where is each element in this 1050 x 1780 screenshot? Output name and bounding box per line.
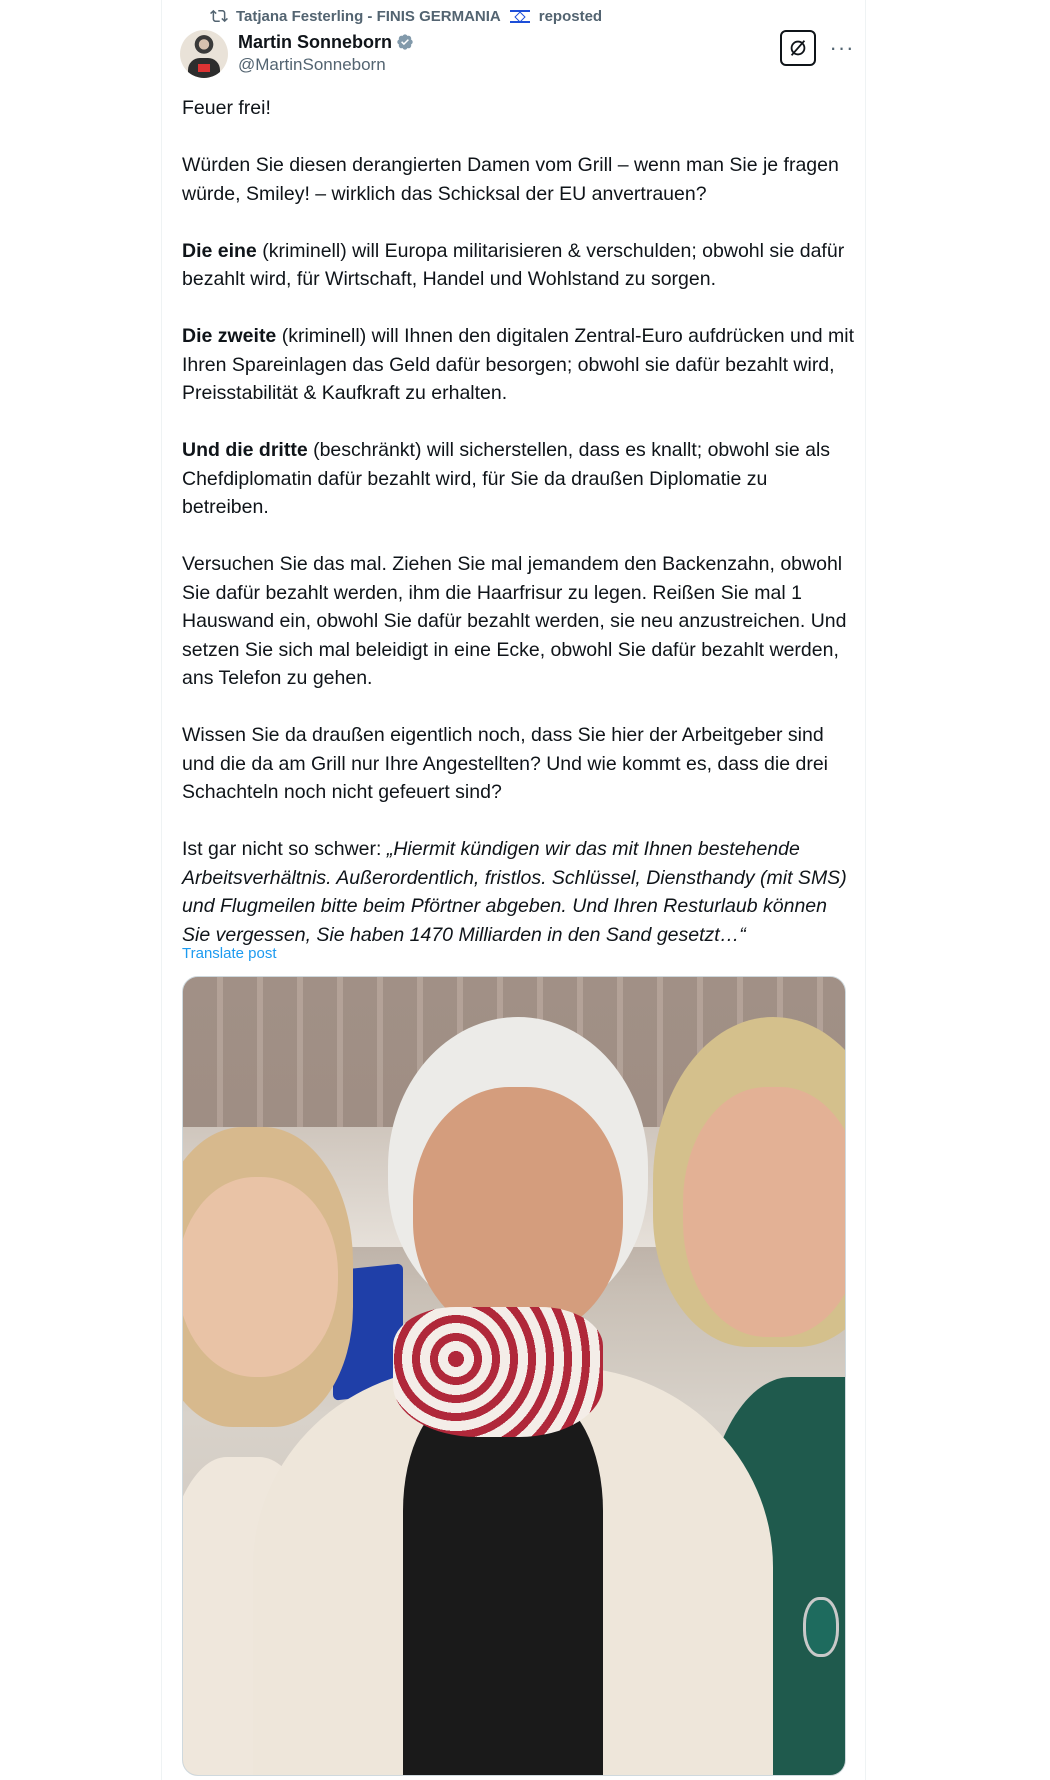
tweet-photo[interactable] — [182, 976, 846, 1776]
verified-badge-icon — [396, 33, 414, 51]
more-icon: ··· — [829, 35, 855, 60]
bold-phrase: Die eine — [182, 239, 257, 262]
paragraph-text: (beschränkt) will sicherstellen, dass es knallt; obwohl sie als Chefdiplomatin dafür bezahlt wird, für Sie da draußen Diplomatie zu betreiben. — [182, 439, 831, 518]
grok-icon — [787, 37, 809, 59]
tweet-paragraph-1: Feuer frei! — [182, 97, 271, 119]
tweet-paragraph-3 — [182, 237, 854, 294]
italic-quote: „Hiermit kündigen wir das mit Ihnen bestehende Arbeitsverhältnis. Außerordentlich, fristlos. Schlüssel, Diensthandy (mit SMS) und Flugmeilen bitte beim Pförtner abgeben. Und Ihren Resturlaub können Sie vergessen, Sie haben 1470 Milliarden in den Sand gesetzt…“ — [182, 838, 847, 946]
repost-indicator[interactable] — [210, 6, 602, 26]
translate-post-link[interactable]: Translate post — [182, 945, 277, 962]
person-middle-top — [403, 1397, 603, 1776]
paragraph-text: Ist gar nicht so schwer: — [182, 838, 387, 860]
tweet-paragraph-5 — [182, 436, 854, 522]
paragraph-text: (kriminell) will Europa militarisieren & verschulden; obwohl sie dafür bezahlt wird, für Wirtschaft, Handel und Wohlstand zu sorgen. — [182, 239, 845, 290]
author-handle[interactable]: @MartinSonneborn — [238, 55, 386, 74]
author-name[interactable]: Martin Sonneborn — [238, 31, 392, 52]
person-middle-scarf — [393, 1307, 603, 1437]
tweet-text — [182, 94, 854, 949]
repost-icon — [210, 7, 228, 25]
person-right-necklace — [803, 1597, 839, 1657]
grok-button[interactable] — [780, 30, 816, 66]
reposted-label: reposted — [538, 7, 603, 25]
tweet-paragraph-6: Versuchen Sie das mal. Ziehen Sie mal jemandem den Backenzahn, obwohl Sie dafür bezahlt werden, ihm die Haarfrisur zu legen. Reißen Sie mal 1 Hauswand ein, obwohl Sie dafür bezahlt werden, sie neu anzustreichen. Und setzen Sie sich mal beleidigt in eine Ecke, obwohl Sie dafür bezahlt werden, ans Telefon zu gehen. — [182, 553, 847, 689]
bold-phrase: Die zweite — [182, 325, 277, 347]
tweet-paragraph-4 — [182, 322, 854, 408]
tweet-paragraph-8 — [182, 835, 854, 949]
reposter-name[interactable]: Tatjana Festerling - FINIS GERMANIA — [236, 7, 501, 25]
more-button[interactable] — [824, 30, 860, 66]
avatar[interactable] — [180, 30, 228, 78]
avatar-logo — [198, 64, 210, 72]
person-right-face — [683, 1087, 846, 1337]
israel-flag-icon — [510, 10, 530, 23]
paragraph-text: (kriminell) will Ihnen den digitalen Zentral-Euro aufdrücken und mit Ihren Spareinlagen das Geld dafür besorgen; obwohl sie dafür bezahlt wird, Preisstabilität & Kaufkraft zu erhalten. — [182, 325, 854, 404]
tweet-paragraph-2: Würden Sie diesen derangierten Damen vom Grill – wenn man Sie je fragen würde, Smiley! – wirklich das Schicksal der EU anvertrauen? — [182, 154, 839, 205]
person-left-face — [182, 1177, 338, 1377]
person-middle-face — [413, 1087, 623, 1337]
bold-phrase: Und die dritte — [182, 439, 308, 461]
author-display-name[interactable] — [238, 30, 414, 54]
tweet-paragraph-7: Wissen Sie da draußen eigentlich noch, dass Sie hier der Arbeitgeber sind und die da am Grill nur Ihre Angestellten? Und wie kommt es, dass die drei Schachteln noch nicht gefeuert sind? — [182, 724, 828, 803]
